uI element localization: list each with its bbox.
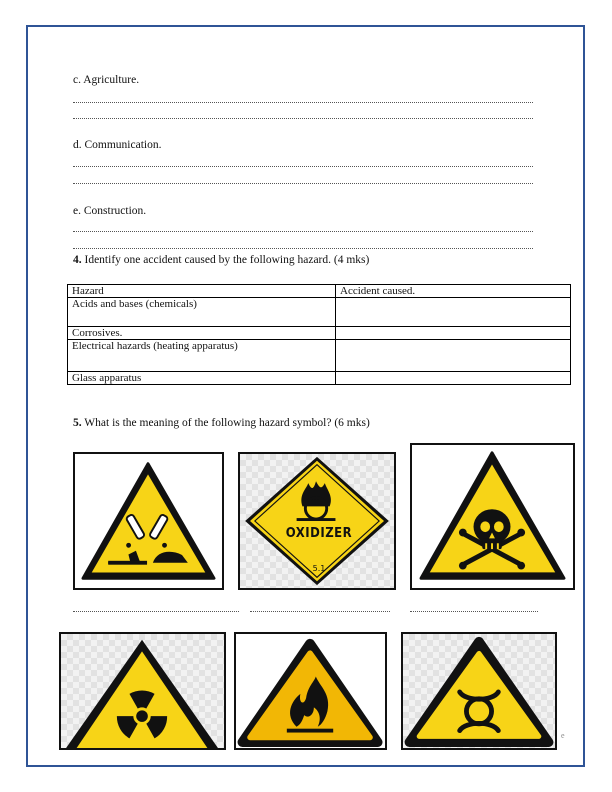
harmful-symbol bbox=[401, 632, 557, 750]
table-row bbox=[68, 327, 571, 340]
hazard-cell: Acids and bases (chemicals) bbox=[68, 298, 336, 327]
accident-cell[interactable] bbox=[336, 372, 571, 385]
hazard-table bbox=[67, 284, 571, 385]
symbol-answer-line bbox=[250, 610, 390, 612]
table-header-row bbox=[68, 285, 571, 298]
question-4 bbox=[73, 254, 369, 266]
skull-crossbones-icon bbox=[412, 445, 573, 588]
header-hazard: Hazard bbox=[68, 285, 336, 298]
radioactive-symbol bbox=[59, 632, 226, 750]
question-5 bbox=[73, 417, 370, 429]
footer-mark: e bbox=[561, 731, 565, 740]
corrosive-icon bbox=[75, 454, 222, 588]
radiation-icon bbox=[61, 634, 224, 748]
header-accident: Accident caused. bbox=[336, 285, 571, 298]
table-row bbox=[68, 372, 571, 385]
corrosive-symbol bbox=[73, 452, 224, 590]
oxidizer-symbol bbox=[238, 452, 396, 590]
accident-cell[interactable] bbox=[336, 327, 571, 340]
subquestion-c-label: c. Agriculture. bbox=[73, 74, 140, 86]
question-4-text: Identify one accident caused by the following hazard. (4 mks) bbox=[81, 254, 370, 266]
question-4-number: 4. bbox=[73, 254, 82, 266]
answer-line bbox=[73, 182, 533, 184]
toxic-symbol bbox=[410, 443, 575, 590]
accident-cell[interactable] bbox=[336, 340, 571, 372]
hazard-cell: Glass apparatus bbox=[68, 372, 336, 385]
answer-line bbox=[73, 117, 533, 119]
symbol-answer-line bbox=[73, 610, 239, 612]
symbol-answer-line bbox=[410, 610, 538, 612]
answer-line bbox=[73, 247, 533, 249]
answer-line bbox=[73, 230, 533, 232]
flame-icon bbox=[236, 634, 385, 748]
answer-line bbox=[73, 101, 533, 103]
question-5-text: What is the meaning of the following hazard symbol? (6 mks) bbox=[81, 417, 370, 429]
harmful-icon bbox=[403, 634, 555, 748]
oxidizer-label: OXIDIZER bbox=[285, 526, 353, 541]
answer-line bbox=[73, 165, 533, 167]
question-5-number: 5. bbox=[73, 417, 82, 429]
hazard-cell: Electrical hazards (heating apparatus) bbox=[68, 340, 336, 372]
accident-cell[interactable] bbox=[336, 298, 571, 327]
subquestion-d-label: d. Communication. bbox=[73, 139, 162, 151]
subquestion-e-label: e. Construction. bbox=[73, 205, 147, 217]
table-row bbox=[68, 340, 571, 372]
oxidizer-class-number: 5.1 bbox=[312, 564, 326, 573]
table-row bbox=[68, 298, 571, 327]
hazard-cell: Corrosives. bbox=[68, 327, 336, 340]
flammable-symbol bbox=[234, 632, 387, 750]
